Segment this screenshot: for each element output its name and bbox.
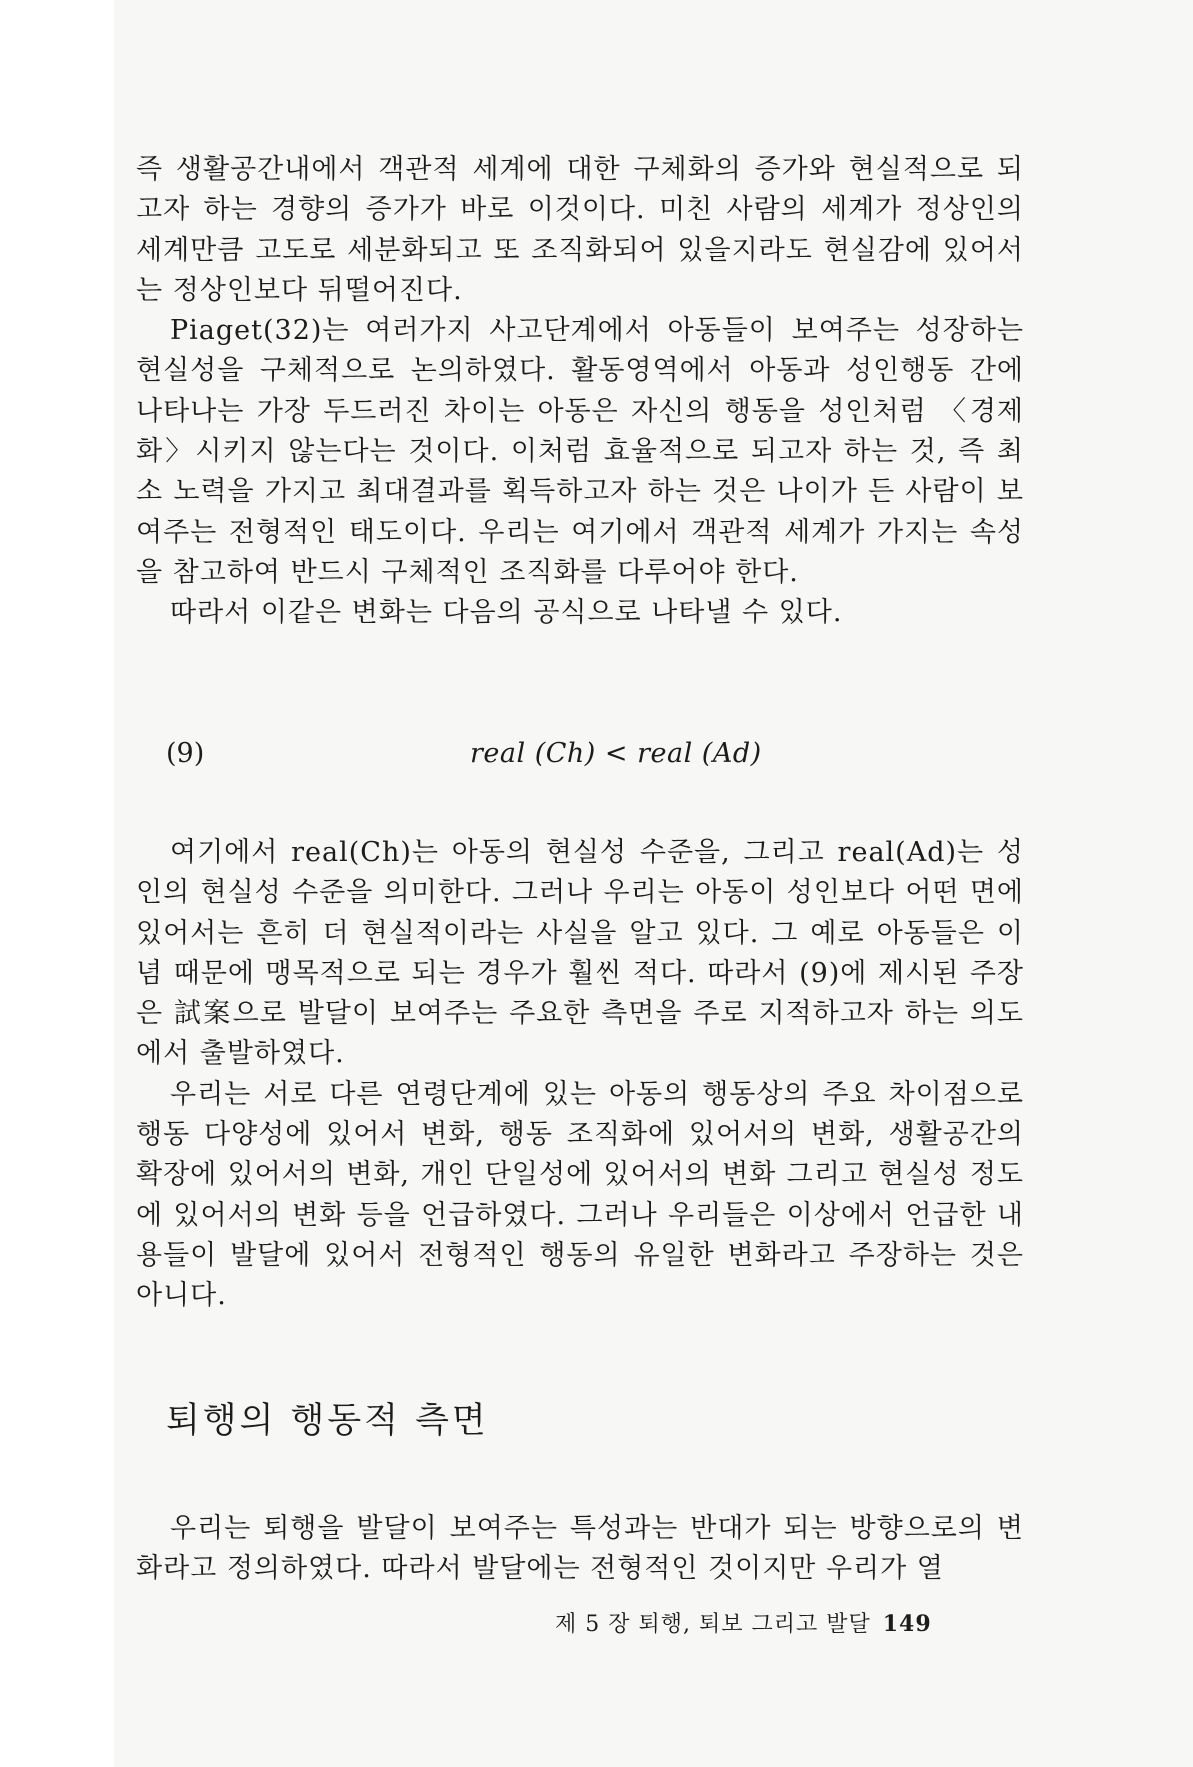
paragraph-formula-intro: 따라서 이같은 변화는 다음의 공식으로 나타낼 수 있다. — [170, 597, 843, 629]
section-heading: 퇴행의 행동적 측면 — [166, 1401, 489, 1441]
body-text-top — [136, 150, 1024, 634]
paragraph-equation-explanation: 여기에서 real(Ch)는 아동의 현실성 수준을, 그리고 real(Ad)는 성인의 현실성 수준을 의미한다. 그러나 우리는 아동이 성인보다 어떤 면에 있어서는 흔히 더 현실적이라는 사실을 알고 있다. 그 예로 아동들은 이념 때문에 맹목적으로 되는 경우가 훨씬 적다. 따라서 (9)에 제시된 주장은 試案으로 발달이 보여주는 주요한 측면을 주로 지적하고자 하는 의도에서 출발하였다. — [136, 837, 1024, 1070]
equation-formula: real (Ch) < real (Ad) — [470, 738, 762, 769]
paragraph-piaget: Piaget(32)는 여러가지 사고단계에서 아동들이 보여주는 성장하는 현실성을 구체적으로 논의하였다. 활동영역에서 아동과 성인행동 간에 나타나는 가장 두드러진 차이는 아동은 자신의 행동을 성인처럼 〈경제화〉시키지 않는다는 것이다. 이처럼 효율적으로 되고자 하는 것, 즉 최소 노력을 가지고 최대결과를 획득하고자 하는 것은 나이가 든 사람이 보여주는 전형적인 태도이다. 우리는 여기에서 객관적 세계가 가지는 속성을 참고하여 반드시 구체적인 조직화를 다루어야 한다. — [136, 315, 1024, 588]
chapter-running-head: 제 5 장 퇴행, 퇴보 그리고 발달 — [555, 1612, 871, 1637]
equation — [166, 734, 786, 774]
paragraph-differences-summary: 우리는 서로 다른 연령단계에 있는 아동의 행동상의 주요 차이점으로 행동 다양성에 있어서 변화, 행동 조직화에 있어서의 변화, 생활공간의 확장에 있어서의 변화, 개인 단일성에 있어서의 변화 그리고 현실성 정도에 있어서의 변화 등을 언급하였다. 그러나 우리들은 이상에서 언급한 내용들이 발달에 있어서 전형적인 행동의 유일한 변화라고 주장하는 것은 아니다. — [136, 1078, 1024, 1312]
paragraph-continuation: 즉 생활공간내에서 객관적 세계에 대한 구체화의 증가와 현실적으로 되고자 하는 경향의 증가가 바로 이것이다. 미친 사람의 세계가 정상인의 세계만큼 고도로 세분화되고 또 조직화되어 있을지라도 현실감에 있어서는 정상인보다 뒤떨어진다. — [136, 154, 1024, 306]
body-text-bottom — [136, 1509, 1024, 1590]
equation-number: (9) — [166, 738, 205, 769]
page-number: 149 — [882, 1611, 932, 1637]
running-footer — [555, 1609, 932, 1640]
body-text-middle — [136, 833, 1024, 1317]
paragraph-regression-definition: 우리는 퇴행을 발달이 보여주는 특성과는 반대가 되는 방향으로의 변화라고 정의하였다. 따라서 발달에는 전형적인 것이지만 우리가 열 — [136, 1513, 1024, 1585]
